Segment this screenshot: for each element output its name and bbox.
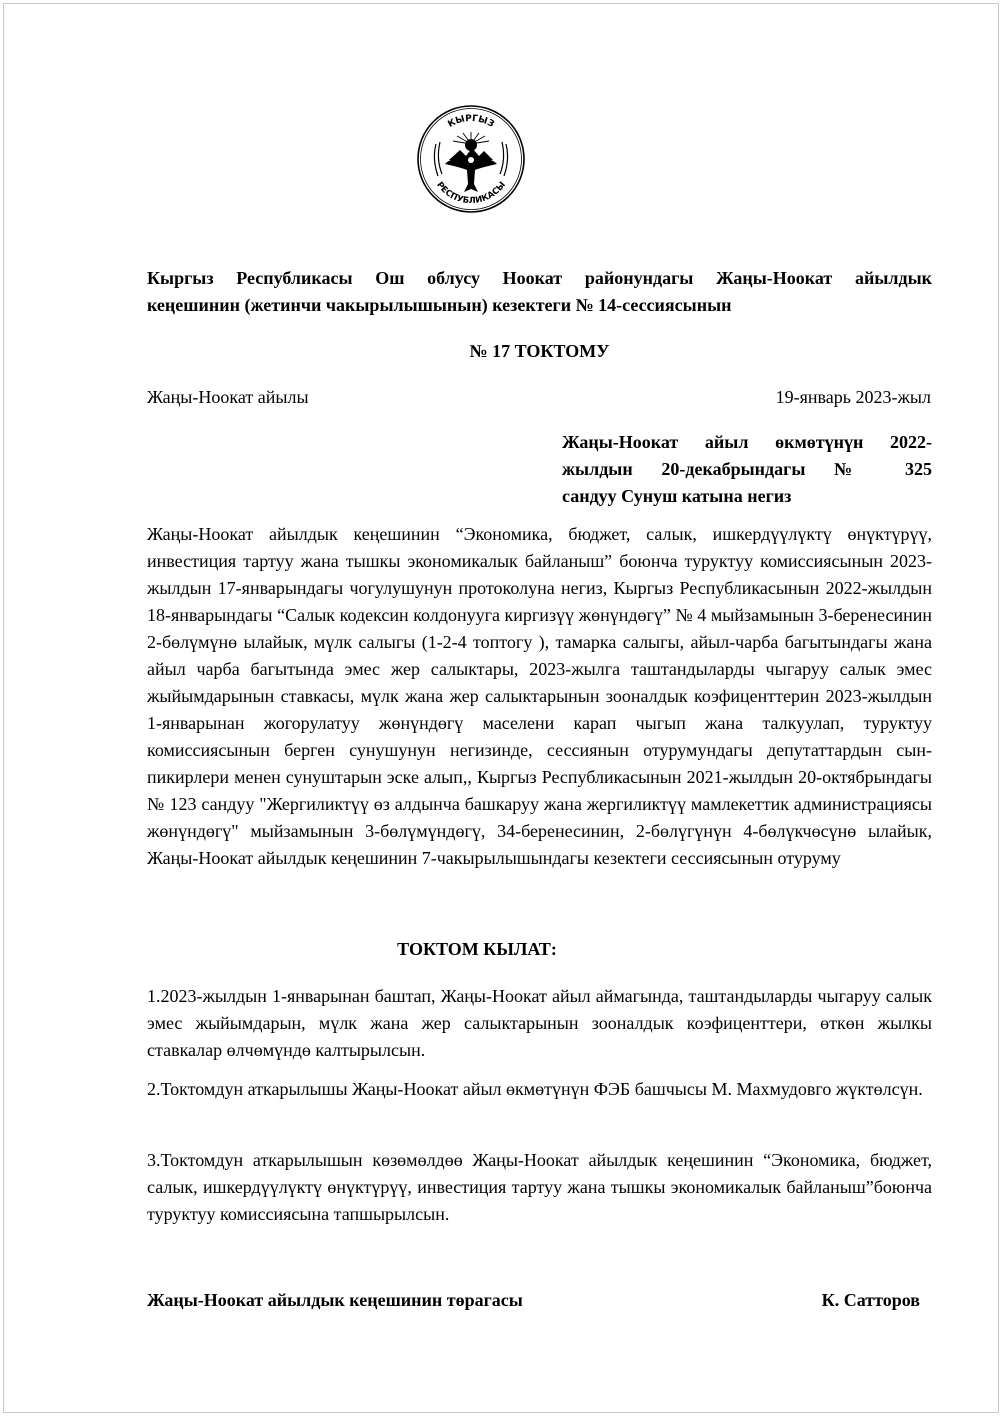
decree-title: № 17 ТОКТОМУ	[469, 341, 610, 361]
signature-position: Жаңы-Ноокат айылдык кеңешинин төрагасы	[147, 1290, 523, 1310]
preamble-paragraph: Жаңы-Ноокат айылдык кеңешинин “Экономика, бюджет, салык, ишкердүүлүктү өнүктүрүү, инвестиция тартуу жана тышкы экономикалык байланыш” боюнча туруктуу комиссиясынын 2023-жылдын 17-январындагы чогулушунун протоколуна негиз, Кыргыз Республикасынын 2022-жылдын 18-январындагы “Салык кодексин колдонууга киргизүү жөнүндөгү” № 4 мыйзамынын 3-беренесинин 2-бөлүмүнө ылайык, мүлк салыгы (1-2-4 топтогу ), тамарка салыгы, айыл-чарба багытындагы жана айыл чарба багытында эмес жер салыктары, 2023-жылга таштандыларды чыгаруу салык эмес жыйымдарынын ставкасы, мүлк жана жер салыктарынын зооналдык коэфиценттерин 2023-жылдын 1-январынан жогорулатуу жөнүндөгү маселени карап чыгып жана талкуулап, туруктуу комиссиясынын берген сунушунун негизинде, сессиянын отурумундагы депутаттардын сын-пикирлери менен сунуштарын эске алып,, Кыргыз Республикасынын 2021-жылдын 20-октябрындагы № 123 сандуу "Жергиликтүү өз алдынча башкаруу жана жергиликтүү мамлекеттик администрациясы жөнүндөгү" мыйзамынын 3-бөлүмүндөгү, 34-беренесинин, 2-бөлүгүнүн 4-бөлүкчөсүнө ылайык, Жаңы-Ноокат айылдык кеңешинин 7-чакырылышындагы кезектеги сессиясынын отуруму	[147, 524, 932, 868]
header-line-1: Кыргыз Республикасы Ош облусу Ноокат районундагы Жаңы-Ноокат айылдык	[147, 268, 932, 288]
resolution-item-2: 2.Токтомдун аткарылышы Жаңы-Ноокат айыл өкмөтүнүн ФЭБ башчысы М. Махмудовго жүктөлсүн.	[147, 1079, 923, 1099]
date: 19-январь 2023-жыл	[775, 387, 931, 407]
subject-line-3: сандуу Сунуш катына негиз	[562, 486, 792, 506]
subject-line-1: Жаңы-Ноокат айыл өкмөтүнүн 2022-	[562, 432, 932, 452]
signature-name: К. Сатторов	[821, 1290, 920, 1310]
emblem-text-bottom: РЕСПУБЛИКАСЫ	[434, 180, 508, 207]
state-emblem-icon	[416, 104, 526, 214]
emblem-text-top: КЫРГЫЗ	[446, 113, 496, 130]
resolution-item-1: 1.2023-жылдын 1-январынан баштап, Жаңы-Ноокат айыл аймагында, таштандыларды чыгаруу салык эмес жыйымдарын, мүлк жана жер салыктарынын зооналдык коэфиценттери, өткөн жылкы ставкалар өлчөмүндө калтырылсын.	[147, 986, 932, 1060]
document-page	[3, 3, 999, 1413]
document-header	[147, 265, 932, 319]
subject-block	[562, 429, 932, 510]
resolution-item-3: 3.Токтомдун аткарылышын көзөмөлдөө Жаңы-Ноокат айылдык кеңешинин “Экономика, бюджет, салык, ишкердүүлүктү өнүктүрүү, инвестиция тартуу жана тышкы экономикалык байланыш”боюнча туруктуу комиссиясына тапшырылсын.	[147, 1150, 932, 1224]
svg-text:КЫРГЫЗ	[446, 114, 495, 130]
place: Жаңы-Ноокат айылы	[147, 387, 309, 407]
subject-line-2: жылдын 20-декабрындагы № 325	[562, 459, 932, 479]
header-line-2: кеңешинин (жетинчи чакырылышынын) кезектеги № 14-сессиясынын	[147, 295, 732, 315]
resolves-heading: ТОКТОМ КЫЛАТ:	[397, 939, 557, 959]
